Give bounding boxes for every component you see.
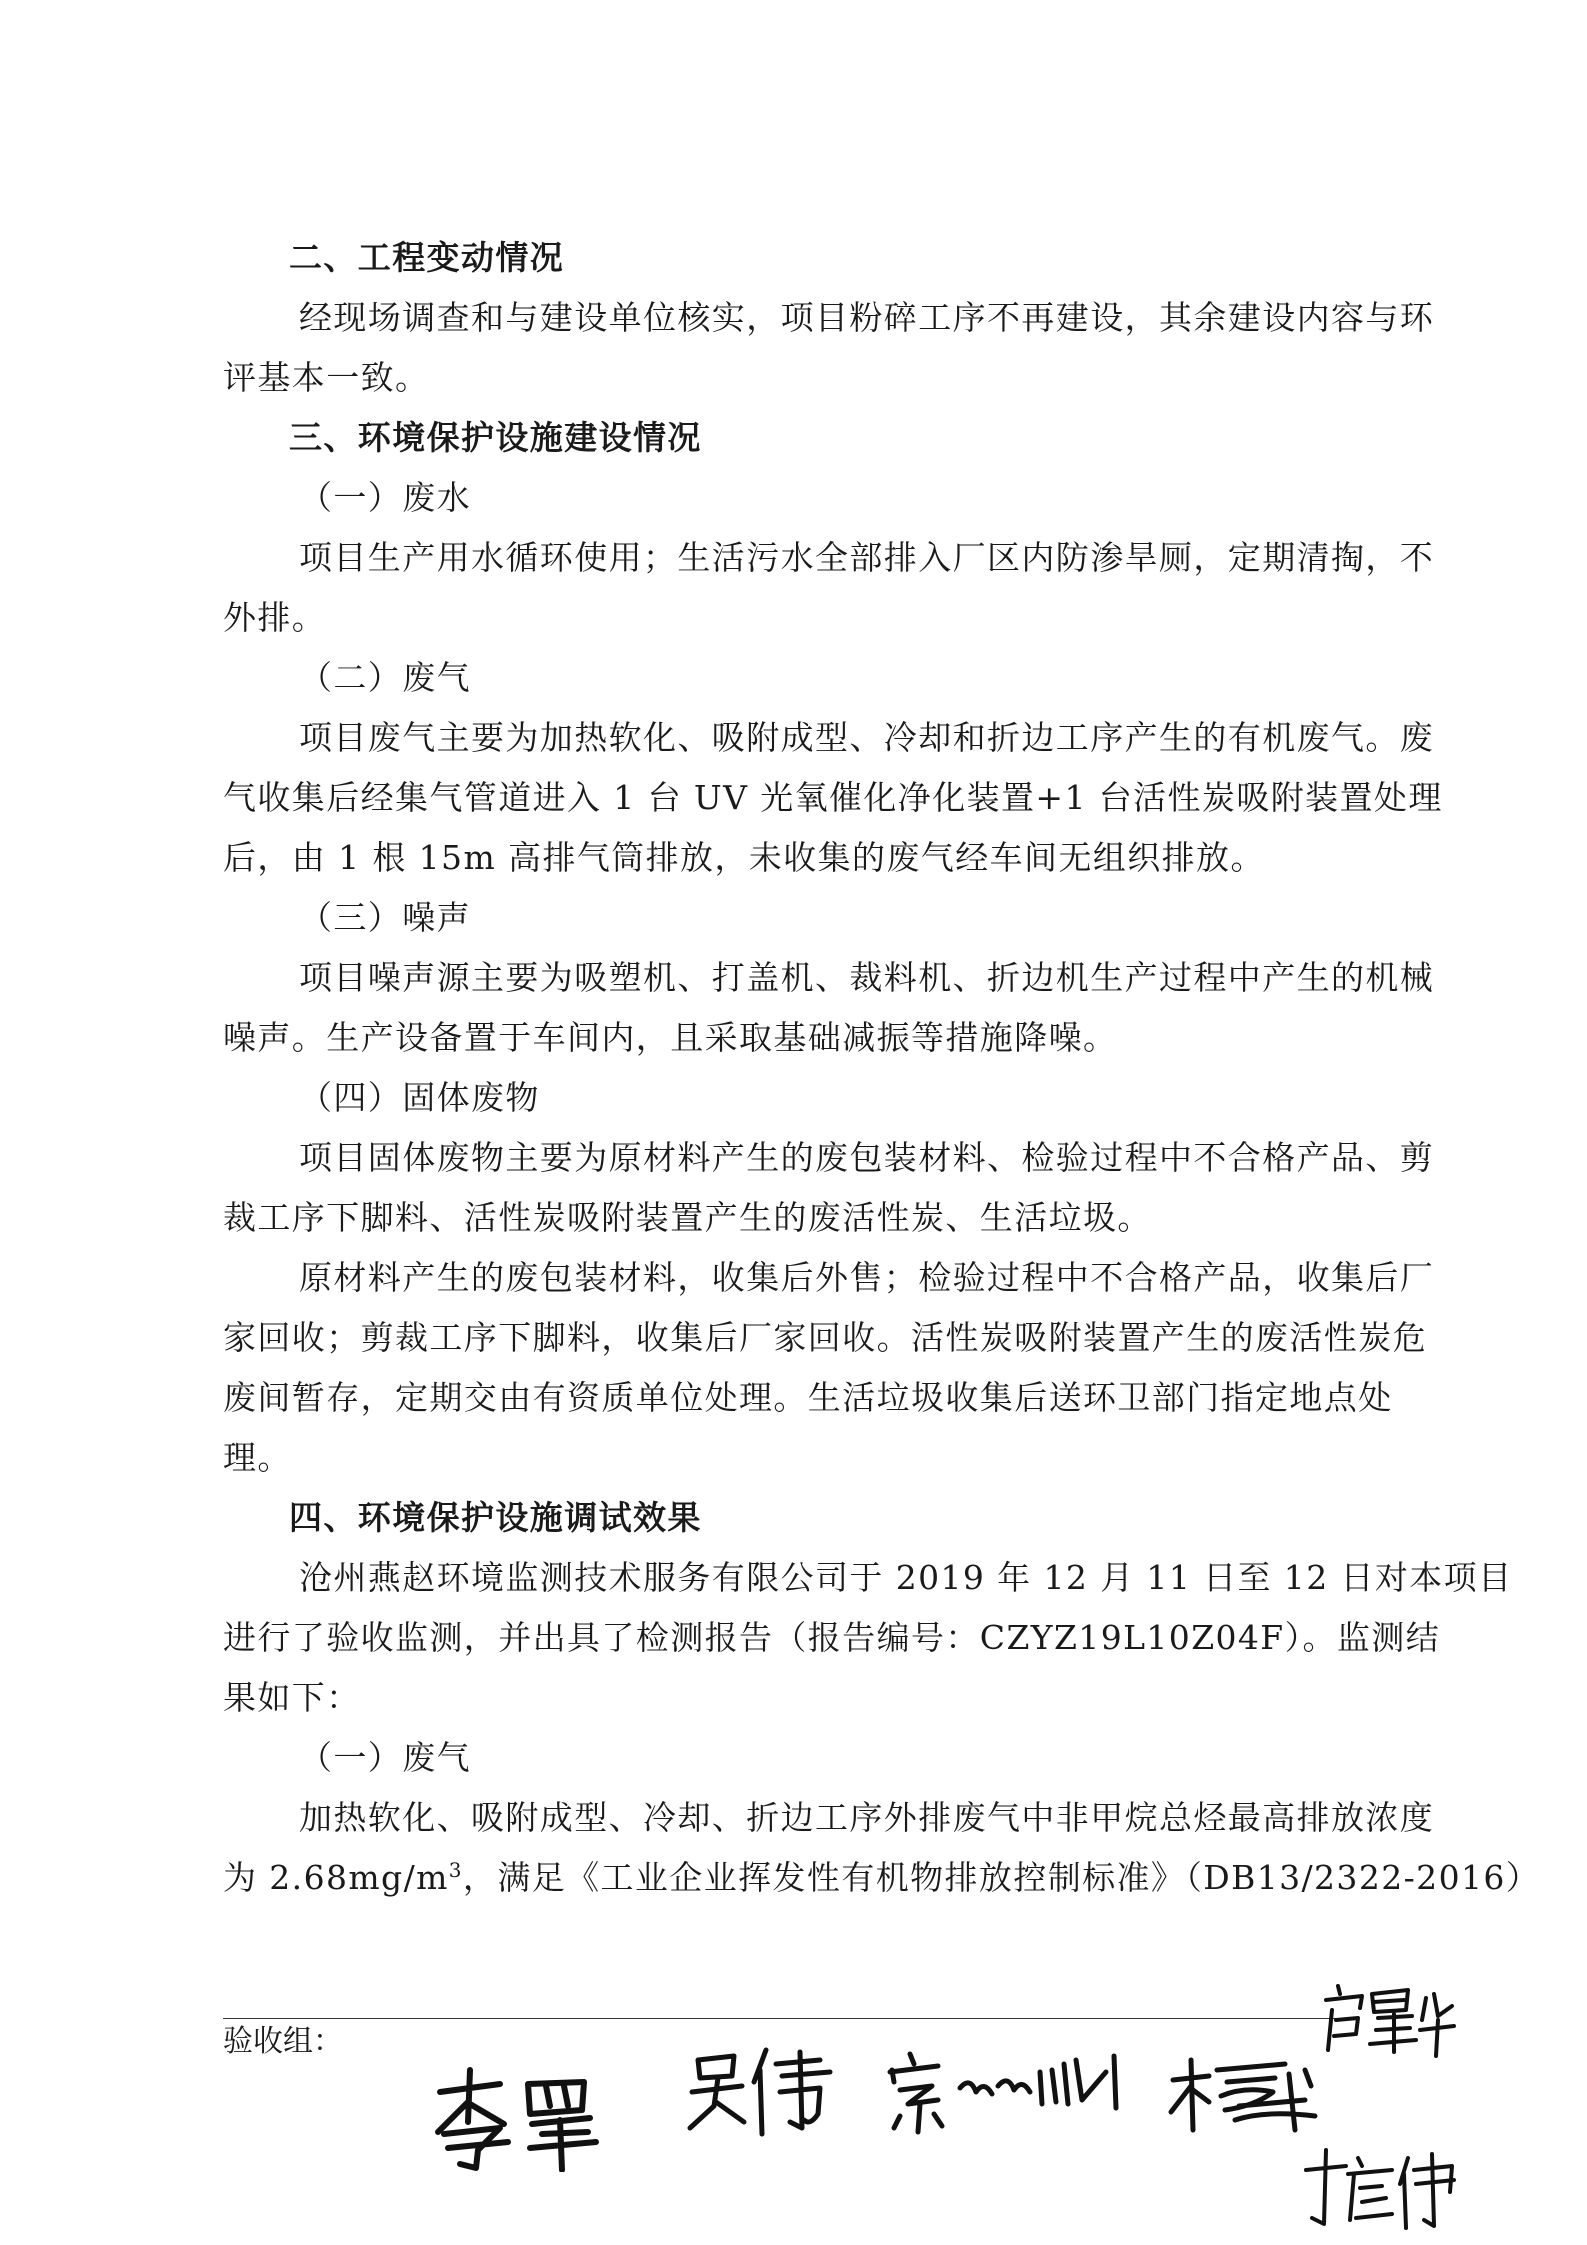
subheading-solid-waste: （四）固体废物	[299, 1078, 540, 1117]
signature-4	[1165, 2050, 1325, 2140]
paragraph-line: 进行了验收监测，并出具了检测报告（报告编号：CZYZ19L10Z04F）。监测结	[223, 1618, 1441, 1657]
paragraph-line: 气收集后经集气管道进入 1 台 UV 光氧催化净化装置+1 台活性炭吸附装置处理	[223, 778, 1443, 817]
heading-env-facilities: 三、环境保护设施建设情况	[289, 418, 702, 457]
subheading-waste-gas: （二）废气	[299, 658, 471, 697]
footer-divider	[223, 2018, 1358, 2019]
heading-debug-effect: 四、环境保护设施调试效果	[289, 1498, 702, 1537]
paragraph-line: 废间暂存，定期交由有资质单位处理。生活垃圾收集后送环卫部门指定地点处	[223, 1378, 1393, 1417]
signature-1	[420, 2062, 610, 2172]
subheading-waste-gas-result: （一）废气	[299, 1738, 471, 1777]
paragraph-line: 项目固体废物主要为原材料产生的废包装材料、检验过程中不合格产品、剪	[299, 1138, 1435, 1177]
text-run: ，满足《工业企业挥发性有机物排放控制标准》（DB13/2322-2016）	[462, 1858, 1541, 1897]
paragraph-line-with-superscript	[223, 1848, 1541, 1908]
paragraph-line: 后，由 1 根 15m 高排气筒排放，未收集的废气经车间无组织排放。	[223, 838, 1265, 877]
paragraph-line: 果如下：	[223, 1678, 361, 1717]
signature-5	[1318, 1980, 1458, 2060]
paragraph-line: 家回收；剪裁工序下脚料，收集后厂家回收。活性炭吸附装置产生的废活性炭危	[223, 1318, 1427, 1357]
paragraph-line: 项目生产用水循环使用；生活污水全部排入厂区内防渗旱厕，定期清掏，不	[299, 538, 1435, 577]
paragraph-line: 项目噪声源主要为吸塑机、打盖机、裁料机、折边机生产过程中产生的机械	[299, 958, 1435, 997]
signature-3	[880, 2042, 1150, 2142]
heading-project-change: 二、工程变动情况	[289, 238, 565, 277]
paragraph-line: 沧州燕赵环境监测技术服务有限公司于 2019 年 12 月 11 日至 12 日对本项目	[299, 1558, 1513, 1597]
paragraph-line: 经现场调查和与建设单位核实，项目粉碎工序不再建设，其余建设内容与环	[299, 298, 1435, 337]
subheading-noise: （三）噪声	[299, 898, 471, 937]
subheading-wastewater: （一）废水	[299, 478, 471, 517]
text-run: 为 2.68mg/m	[223, 1858, 449, 1897]
paragraph-line: 原材料产生的废包装材料，收集后外售；检验过程中不合格产品，收集后厂	[299, 1258, 1435, 1297]
paragraph-line: 裁工序下脚料、活性炭吸附装置产生的废活性炭、生活垃圾。	[223, 1198, 1152, 1237]
signature-2	[680, 2042, 840, 2142]
paragraph-line: 加热软化、吸附成型、冷却、折边工序外排废气中非甲烷总烃最高排放浓度	[299, 1798, 1435, 1837]
paragraph-line: 噪声。生产设备置于车间内，且采取基础减振等措施降噪。	[223, 1018, 1118, 1057]
paragraph-line: 评基本一致。	[223, 358, 430, 397]
acceptance-group-label: 验收组：	[223, 2024, 343, 2059]
paragraph-line: 外排。	[223, 598, 327, 637]
paragraph-line: 项目废气主要为加热软化、吸附成型、冷却和折边工序产生的有机废气。废	[299, 718, 1435, 757]
superscript: 3	[448, 1858, 463, 1882]
signature-6	[1296, 2140, 1466, 2235]
paragraph-line: 理。	[223, 1438, 292, 1477]
document-body	[223, 228, 1541, 1908]
